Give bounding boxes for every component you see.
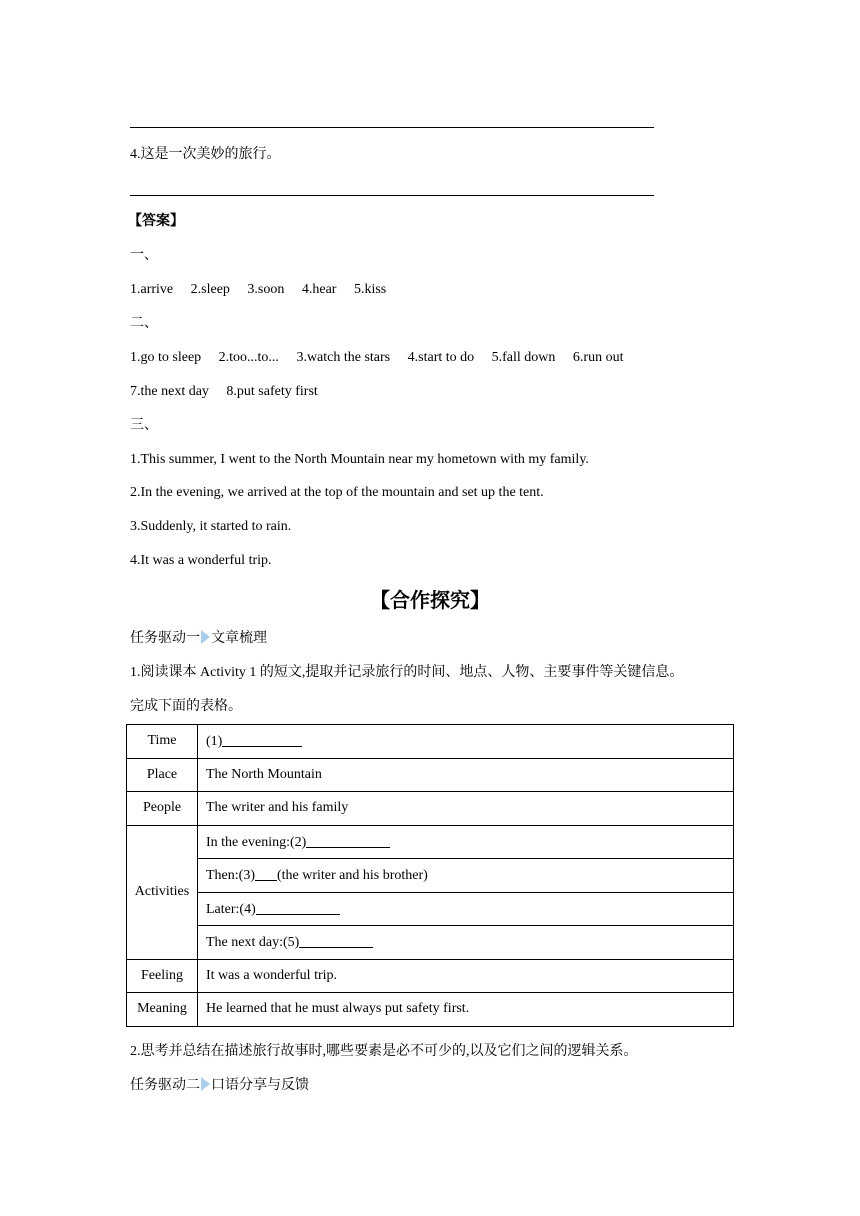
table-row <box>127 825 734 859</box>
answer-item: 8.put safety first <box>226 384 318 399</box>
activity-cell: Later:(4) <box>198 892 734 926</box>
task-2-prefix: 任务驱动二 <box>130 1078 200 1093</box>
arrow-right-icon <box>201 1077 210 1091</box>
answer-item: 4.hear <box>301 282 337 297</box>
answer-item: 6.run out <box>572 350 624 365</box>
answer-item: 5.kiss <box>353 282 387 297</box>
part3-answer-3: 3.Suddenly, it started to rain. <box>130 519 292 534</box>
time-label: Time <box>127 725 198 759</box>
task-1-prefix: 任务驱动一 <box>130 631 200 646</box>
part2-answers-row2 <box>130 382 318 402</box>
answer-item: 1.go to sleep <box>130 350 202 365</box>
question-4: 4.这是一次美妙的旅行。 <box>130 147 281 162</box>
table-row <box>127 892 734 926</box>
table-row <box>127 859 734 893</box>
table-row <box>127 993 734 1027</box>
table-row <box>127 792 734 826</box>
activity-cell: In the evening:(2) <box>198 825 734 859</box>
answer-item: 4.start to do <box>407 350 475 365</box>
activity-cell: Then:(3) (the writer and his brother) <box>198 859 734 893</box>
answer-item: 1.arrive <box>130 282 174 297</box>
story-info-table <box>126 724 734 1027</box>
answers-header: 【答案】 <box>128 214 184 229</box>
people-label: People <box>127 792 198 826</box>
table-row <box>127 926 734 960</box>
part3-answer-1: 1.This summer, I went to the North Mountain near my hometown with my family. <box>130 452 589 467</box>
activity-cell: The next day:(5) <box>198 926 734 960</box>
meaning-label: Meaning <box>127 993 198 1027</box>
task-1-suffix: 文章梳理 <box>211 631 267 646</box>
instruction-line-2: 完成下面的表格。 <box>130 699 242 714</box>
answer-item: 2.sleep <box>190 282 230 297</box>
feeling-value: It was a wonderful trip. <box>198 959 734 993</box>
meaning-value: He learned that he must always put safety first. <box>198 993 734 1027</box>
part1-marker: 一、 <box>130 248 158 263</box>
table-row <box>127 725 734 759</box>
people-value: The writer and his family <box>198 792 734 826</box>
part3-answer-2: 2.In the evening, we arrived at the top of the mountain and set up the tent. <box>130 485 544 500</box>
answer-item: 2.too...to... <box>218 350 279 365</box>
place-label: Place <box>127 758 198 792</box>
answer-item: 7.the next day <box>130 384 209 399</box>
part3-answer-4: 4.It was a wonderful trip. <box>130 553 272 568</box>
table-row <box>127 959 734 993</box>
section-title: 【合作探究】 <box>370 588 490 612</box>
activities-label: Activities <box>127 825 198 959</box>
part2-marker: 二、 <box>130 316 158 331</box>
task-1-heading <box>130 629 267 649</box>
instruction-line-1: 1.阅读课本 Activity 1 的短文,提取并记录旅行的时间、地点、人物、主要事件等关键信息。 <box>130 665 684 680</box>
part1-answers <box>130 280 386 300</box>
place-value: The North Mountain <box>198 758 734 792</box>
question-2: 2.思考并总结在描述旅行故事时,哪些要素是必不可少的,以及它们之间的逻辑关系。 <box>130 1044 638 1059</box>
time-cell: (1) <box>198 725 734 759</box>
answer-line <box>130 195 654 196</box>
task-2-suffix: 口语分享与反馈 <box>211 1078 309 1093</box>
answer-line <box>130 127 654 128</box>
feeling-label: Feeling <box>127 959 198 993</box>
table-row <box>127 758 734 792</box>
part3-marker: 三、 <box>130 418 158 433</box>
part2-answers-row1 <box>130 348 623 368</box>
answer-item: 3.watch the stars <box>296 350 391 365</box>
answer-item: 3.soon <box>247 282 285 297</box>
answer-item: 5.fall down <box>491 350 556 365</box>
arrow-right-icon <box>201 630 210 644</box>
task-2-heading <box>130 1076 309 1096</box>
